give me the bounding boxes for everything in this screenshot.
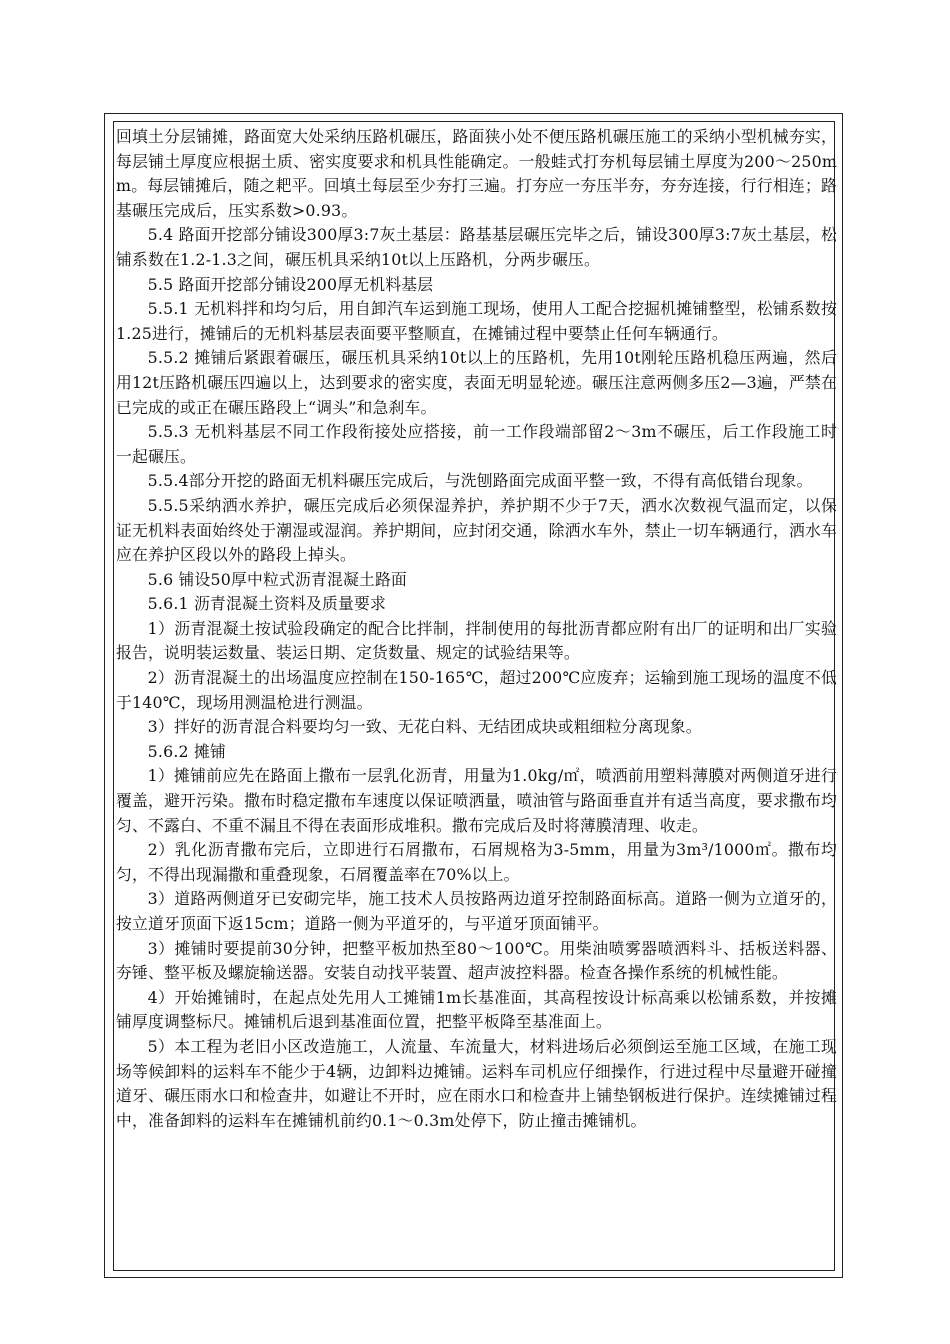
paragraph-5-6-1-item-2: 2）沥青混凝土的出场温度应控制在150-165℃，超过200℃应废弃；运输到施工现场的温度不低于140℃，现场用测温枪进行测温。 — [116, 668, 837, 712]
paragraph-5-6-2-item-3b: 3）摊铺时要提前30分钟，把整平板加热至80～100℃。用柴油喷雾器喷洒料斗、括板送料器、夯锤、整平板及螺旋输送器。安装自动找平装置、超声波控料器。检查各操作系统的机械性能。 — [116, 938, 837, 983]
paragraph-5-5-5: 5.5.5采纳洒水养护，碾压完成后必须保湿养护，养护期不少于7天，洒水次数视气温而定，以保证无机料表面始终处于潮湿或湿润。养护期间，应封闭交通，除洒水车外，禁止一切车辆通行，洒水车应在养护区段以外的路段上掉头。 — [116, 495, 837, 565]
paragraph-5-5-4: 5.5.4部分开挖的路面无机料碾压完成后，与洗刨路面完成面平整一致，不得有高低错台现象。 — [147, 471, 813, 491]
paragraph-5-6-2-item-3a: 3）道路两侧道牙已安砌完毕，施工技术人员按路两边道牙控制路面标高。道路一侧为立道牙的，按立道牙顶面下返15cm；道路一侧为平道牙的，与平道牙顶面铺平。 — [116, 889, 837, 933]
paragraph-5-6-2-item-1: 1）摊铺前应先在路面上撒布一层乳化沥青，用量为1.0kg/㎡，喷洒前用塑料薄膜对两侧道牙进行覆盖，避开污染。撒布时稳定撒布车速度以保证喷洒量，喷油管与路面垂直并有适当高度，要求撒布均匀、不露白、不重不漏且不得在表面形成堆积。撒布完成后及时将薄膜清理、收走。 — [116, 766, 837, 835]
paragraph-5-5-3: 5.5.3 无机料基层不同工作段衔接处应搭接，前一工作段端部留2～3m不碾压，后工作段施工时一起碾压。 — [116, 422, 837, 466]
heading-5-5: 5.5 路面开挖部分铺设200厚无机料基层 — [147, 274, 434, 294]
paragraph-5-4: 5.4 路面开挖部分铺设300厚3:7灰土基层：路基基层碾压完毕之后，铺设300厚3:7灰土基层，松铺系数在1.2-1.3之间，碾压机具采纳10t以上压路机，分两步碾压。 — [116, 225, 837, 269]
paragraph-5-5-2: 5.5.2 摊铺后紧跟着碾压，碾压机具采纳10t以上的压路机，先用10t刚轮压路机稳压两遍，然后用12t压路机碾压四遍以上，达到要求的密实度，表面无明显轮迹。碾压注意两侧多压2—3遍，严禁在已完成的或正在碾压路段上“调头”和急刹车。 — [116, 348, 837, 417]
paragraph-5-6-1-item-3: 3）拌好的沥青混合料要均匀一致、无花白料、无结团成块或粗细粒分离现象。 — [147, 717, 702, 737]
paragraph-5-6-2-item-2: 2）乳化沥青撒布完后，立即进行石屑撒布，石屑规格为3-5mm，用量为3m³/1000㎡。撒布均匀，不得出现漏撒和重叠现象，石屑覆盖率在70%以上。 — [116, 840, 837, 884]
paragraph-5-6-2-item-5: 5）本工程为老旧小区改造施工，人流量、车流量大，材料进场后必须倒运至施工区域，在施工现场等候卸料的运料车不能少于4辆，边卸料边摊铺。运料车司机应仔细操作，行进过程中尽量避开碰撞道牙、碾压雨水口和检查井，如避让不开时，应在雨水口和检查井上铺垫钢板进行保护。连续摊铺过程中，准备卸料的运料车在摊铺机前约0.1～0.3m处停下，防止撞击摊铺机。 — [116, 1036, 837, 1130]
heading-5-6: 5.6 铺设50厚中粒式沥青混凝土路面 — [147, 569, 407, 589]
paragraph-5-6-1-item-1: 1）沥青混凝土按试验段确定的配合比拌制，拌制使用的每批沥青都应附有出厂的证明和出厂实验报告，说明装运数量、装运日期、定货数量、规定的试验结果等。 — [116, 618, 837, 663]
heading-5-6-2: 5.6.2 摊铺 — [147, 741, 227, 761]
document-body — [116, 125, 837, 1133]
paragraph-5-5-1: 5.5.1 无机料拌和均匀后，用自卸汽车运到施工现场，使用人工配合挖掘机摊铺整型，松铺系数按1.25进行，摊铺后的无机料基层表面要平整顺直，在摊铺过程中要禁止任何车辆通行。 — [116, 299, 837, 343]
heading-5-6-1: 5.6.1 沥青混凝土资料及质量要求 — [147, 594, 386, 614]
paragraph-backfill: 回填土分层铺摊，路面宽大处采纳压路机碾压，路面狭小处不便压路机碾压施工的采纳小型机械夯实，每层铺土厚度应根据土质、密实度要求和机具性能确定。一般蛙式打夯机每层铺土厚度为200～250mm。每层铺摊后，随之耙平。回填土每层至少夯打三遍。打夯应一夯压半夯，夯夯连接，行行相连；路基碾压完成后，压实系数>0.93。 — [116, 127, 837, 220]
paragraph-5-6-2-item-4: 4）开始摊铺时，在起点处先用人工摊铺1m长基准面，其高程按设计标高乘以松铺系数，并按摊铺厚度调整标尺。摊铺机后退到基准面位置，把整平板降至基准面上。 — [116, 987, 837, 1032]
